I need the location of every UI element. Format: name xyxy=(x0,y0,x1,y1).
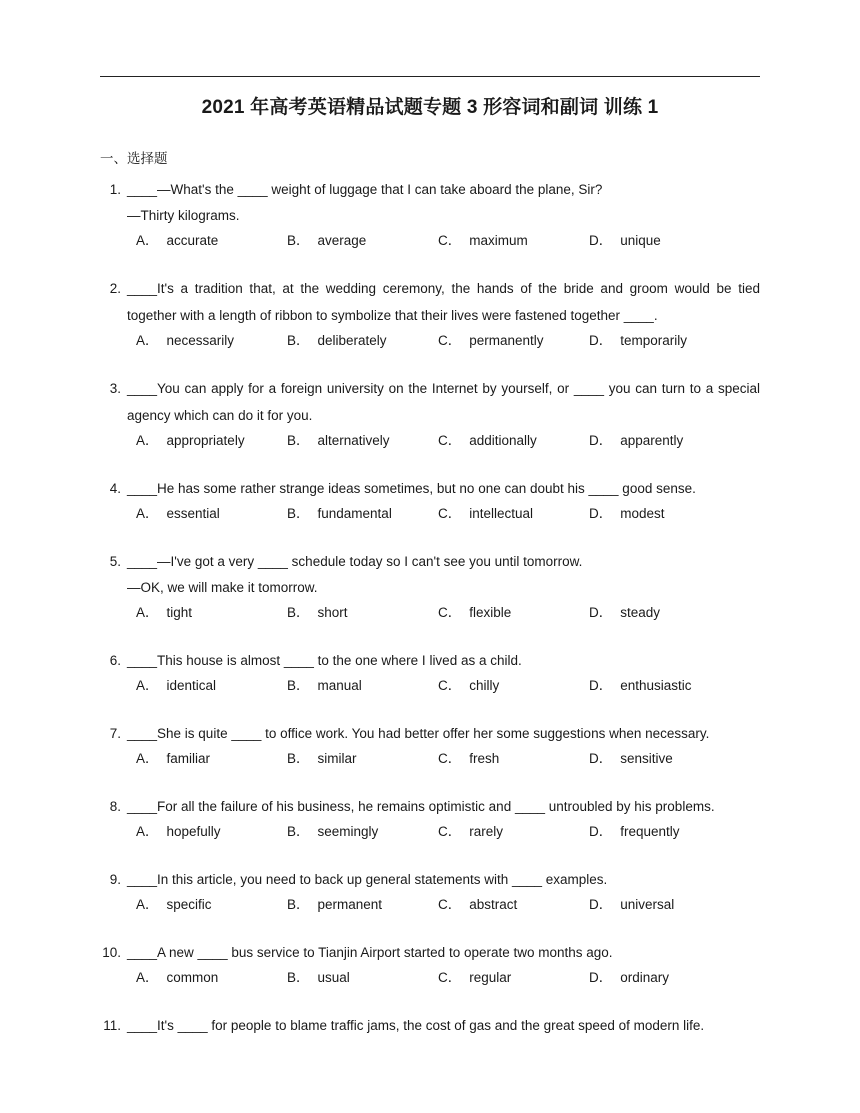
question-item xyxy=(100,793,760,844)
question-number: 11. xyxy=(103,1018,121,1033)
answer-option[interactable] xyxy=(287,674,438,698)
answer-option[interactable] xyxy=(287,429,438,453)
option-text: fundamental xyxy=(317,506,392,521)
option-letter: D． xyxy=(589,678,613,693)
option-text: modest xyxy=(620,506,665,521)
question-stem xyxy=(100,275,760,329)
question-reply: —OK, we will make it tomorrow. xyxy=(127,580,318,595)
option-letter: A． xyxy=(136,897,159,912)
question-item xyxy=(100,176,760,253)
option-letter: D． xyxy=(589,824,613,839)
question-text: ____—What's the ____ weight of luggage that I can take aboard the plane, Sir? xyxy=(127,182,603,197)
answer-options xyxy=(100,429,760,453)
question-item xyxy=(100,475,760,526)
question-number: 6. xyxy=(109,653,121,668)
question-text: ____It's ____ for people to blame traffic jams, the cost of gas and the great speed of modern life. xyxy=(127,1018,705,1033)
answer-option[interactable] xyxy=(287,893,438,917)
answer-option[interactable] xyxy=(136,329,287,353)
answer-option[interactable] xyxy=(438,429,589,453)
option-text: maximum xyxy=(469,233,528,248)
question-item xyxy=(100,647,760,698)
option-letter: B． xyxy=(287,678,310,693)
option-text: unique xyxy=(620,233,661,248)
header-rule xyxy=(100,76,760,77)
question-item xyxy=(100,720,760,771)
answer-option[interactable] xyxy=(589,674,740,698)
option-text: additionally xyxy=(469,433,537,448)
question-item xyxy=(100,866,760,917)
option-letter: A． xyxy=(136,233,159,248)
question-stem xyxy=(100,1012,760,1039)
question-stem xyxy=(100,375,760,429)
option-text: short xyxy=(317,605,348,620)
option-text: tight xyxy=(166,605,193,620)
question-item xyxy=(100,275,760,353)
question-text: ____For all the failure of his business, he remains optimistic and ____ untroubled by his problems. xyxy=(127,799,715,814)
option-text: appropriately xyxy=(166,433,245,448)
option-text: permanent xyxy=(317,897,383,912)
option-text: specific xyxy=(166,897,212,912)
answer-option[interactable] xyxy=(438,601,589,625)
option-text: hopefully xyxy=(166,824,221,839)
option-text: fresh xyxy=(469,751,500,766)
question-text: ____A new ____ bus service to Tianjin Airport started to operate two months ago. xyxy=(127,945,613,960)
answer-option[interactable] xyxy=(438,674,589,698)
question-text: ____He has some rather strange ideas sometimes, but no one can doubt his ____ good sense. xyxy=(127,481,696,496)
option-letter: A． xyxy=(136,751,159,766)
option-text: temporarily xyxy=(620,333,688,348)
option-text: accurate xyxy=(166,233,219,248)
option-letter: C． xyxy=(438,678,462,693)
option-letter: C． xyxy=(438,897,462,912)
question-number: 4. xyxy=(109,481,121,496)
answer-option[interactable] xyxy=(438,820,589,844)
option-letter: B． xyxy=(287,970,310,985)
option-text: similar xyxy=(317,751,357,766)
option-letter: D． xyxy=(589,751,613,766)
option-text: sensitive xyxy=(620,751,673,766)
answer-option[interactable] xyxy=(136,747,287,771)
option-text: steady xyxy=(620,605,661,620)
answer-option[interactable] xyxy=(136,820,287,844)
document-title: 2021 年高考英语精品试题专题 3 形容词和副词 训练 1 xyxy=(201,97,659,118)
answer-option[interactable] xyxy=(438,329,589,353)
answer-options xyxy=(100,747,760,771)
option-letter: A． xyxy=(136,970,159,985)
question-text: ____It's a tradition that, at the wedding ceremony, the hands of the bride and groom would be tied together with a length of ribbon to symbolize that their lives were fastened together ____. xyxy=(127,281,760,323)
answer-option[interactable] xyxy=(136,893,287,917)
question-text: ____You can apply for a foreign university on the Internet by yourself, or ____ you can turn to a special agency which can do it for you. xyxy=(127,381,760,423)
question-text: ____—I've got a very ____ schedule today so I can't see you until tomorrow. xyxy=(127,554,583,569)
answer-options xyxy=(100,674,760,698)
answer-option[interactable] xyxy=(589,747,740,771)
option-letter: A． xyxy=(136,433,159,448)
answer-options xyxy=(100,329,760,353)
question-number: 1. xyxy=(109,182,121,197)
option-letter: D． xyxy=(589,970,613,985)
question-item xyxy=(100,548,760,625)
question-stem xyxy=(100,548,760,575)
answer-option[interactable] xyxy=(136,429,287,453)
option-text: enthusiastic xyxy=(620,678,692,693)
answer-option[interactable] xyxy=(589,601,740,625)
answer-option[interactable] xyxy=(589,329,740,353)
option-text: regular xyxy=(469,970,512,985)
option-letter: C． xyxy=(438,824,462,839)
option-text: seemingly xyxy=(317,824,379,839)
answer-option[interactable] xyxy=(136,674,287,698)
option-letter: B． xyxy=(287,433,310,448)
option-letter: B． xyxy=(287,897,310,912)
option-letter: B． xyxy=(287,333,310,348)
option-letter: B． xyxy=(287,506,310,521)
answer-option[interactable] xyxy=(438,747,589,771)
option-text: universal xyxy=(620,897,675,912)
option-text: apparently xyxy=(620,433,684,448)
answer-option[interactable] xyxy=(136,229,287,253)
option-letter: A． xyxy=(136,506,159,521)
option-text: usual xyxy=(317,970,350,985)
option-text: permanently xyxy=(469,333,544,348)
option-letter: C． xyxy=(438,970,462,985)
option-text: necessarily xyxy=(166,333,235,348)
question-number: 9. xyxy=(109,872,121,887)
question-stem xyxy=(100,793,760,820)
answer-option[interactable] xyxy=(438,966,589,990)
question-item xyxy=(100,1012,760,1039)
question-number: 2. xyxy=(109,281,121,296)
question-number: 10. xyxy=(102,945,121,960)
answer-option[interactable] xyxy=(589,229,740,253)
section-heading: 一、选择题 xyxy=(100,151,168,166)
answer-options xyxy=(100,966,760,990)
option-letter: D． xyxy=(589,333,613,348)
option-letter: A． xyxy=(136,678,159,693)
question-stem xyxy=(100,939,760,966)
option-letter: B． xyxy=(287,233,310,248)
answer-option[interactable] xyxy=(136,502,287,526)
option-text: chilly xyxy=(469,678,500,693)
option-letter: D． xyxy=(589,897,613,912)
option-letter: D． xyxy=(589,605,613,620)
option-letter: D． xyxy=(589,433,613,448)
question-stem xyxy=(100,647,760,674)
option-text: rarely xyxy=(469,824,504,839)
option-letter: B． xyxy=(287,824,310,839)
question-text: ____She is quite ____ to office work. You had better offer her some suggestions when necessary. xyxy=(127,726,710,741)
answer-option[interactable] xyxy=(589,429,740,453)
question-number: 8. xyxy=(109,799,121,814)
option-letter: C． xyxy=(438,333,462,348)
option-text: average xyxy=(317,233,367,248)
question-stem xyxy=(100,176,760,203)
option-text: frequently xyxy=(620,824,680,839)
answer-option[interactable] xyxy=(287,966,438,990)
option-text: flexible xyxy=(469,605,512,620)
answer-option[interactable] xyxy=(287,747,438,771)
option-text: essential xyxy=(166,506,220,521)
answer-option[interactable] xyxy=(136,966,287,990)
option-text: ordinary xyxy=(620,970,670,985)
answer-option[interactable] xyxy=(287,601,438,625)
question-item xyxy=(100,939,760,990)
answer-option[interactable] xyxy=(287,820,438,844)
answer-option[interactable] xyxy=(438,502,589,526)
option-letter: A． xyxy=(136,824,159,839)
option-text: deliberately xyxy=(317,333,387,348)
answer-option[interactable] xyxy=(589,966,740,990)
question-number: 7. xyxy=(109,726,121,741)
option-letter: B． xyxy=(287,751,310,766)
question-text: ____This house is almost ____ to the one where I lived as a child. xyxy=(127,653,522,668)
question-text: ____In this article, you need to back up general statements with ____ examples. xyxy=(127,872,608,887)
option-letter: C． xyxy=(438,506,462,521)
question-reply: —Thirty kilograms. xyxy=(127,208,240,223)
option-text: abstract xyxy=(469,897,518,912)
answer-options xyxy=(100,502,760,526)
question-stem xyxy=(100,866,760,893)
answer-option[interactable] xyxy=(589,502,740,526)
answer-option[interactable] xyxy=(287,229,438,253)
option-letter: B． xyxy=(287,605,310,620)
question-list xyxy=(100,176,760,1061)
option-letter: C． xyxy=(438,433,462,448)
question-stem xyxy=(100,720,760,747)
option-letter: D． xyxy=(589,506,613,521)
option-letter: C． xyxy=(438,751,462,766)
answer-option[interactable] xyxy=(589,893,740,917)
answer-option[interactable] xyxy=(438,893,589,917)
option-letter: C． xyxy=(438,233,462,248)
option-text: common xyxy=(166,970,219,985)
option-letter: D． xyxy=(589,233,613,248)
option-letter: C． xyxy=(438,605,462,620)
answer-options xyxy=(100,893,760,917)
option-letter: A． xyxy=(136,333,159,348)
answer-option[interactable] xyxy=(287,502,438,526)
answer-option[interactable] xyxy=(136,601,287,625)
question-number: 5. xyxy=(109,554,121,569)
option-text: intellectual xyxy=(469,506,534,521)
answer-options xyxy=(100,229,760,253)
option-text: manual xyxy=(317,678,362,693)
question-item xyxy=(100,375,760,453)
option-text: familiar xyxy=(166,751,211,766)
answer-option[interactable] xyxy=(287,329,438,353)
answer-options xyxy=(100,601,760,625)
option-text: identical xyxy=(166,678,217,693)
question-number: 3. xyxy=(109,381,121,396)
question-stem xyxy=(100,475,760,502)
answer-option[interactable] xyxy=(438,229,589,253)
option-letter: A． xyxy=(136,605,159,620)
option-text: alternatively xyxy=(317,433,390,448)
answer-option[interactable] xyxy=(589,820,740,844)
answer-options xyxy=(100,820,760,844)
